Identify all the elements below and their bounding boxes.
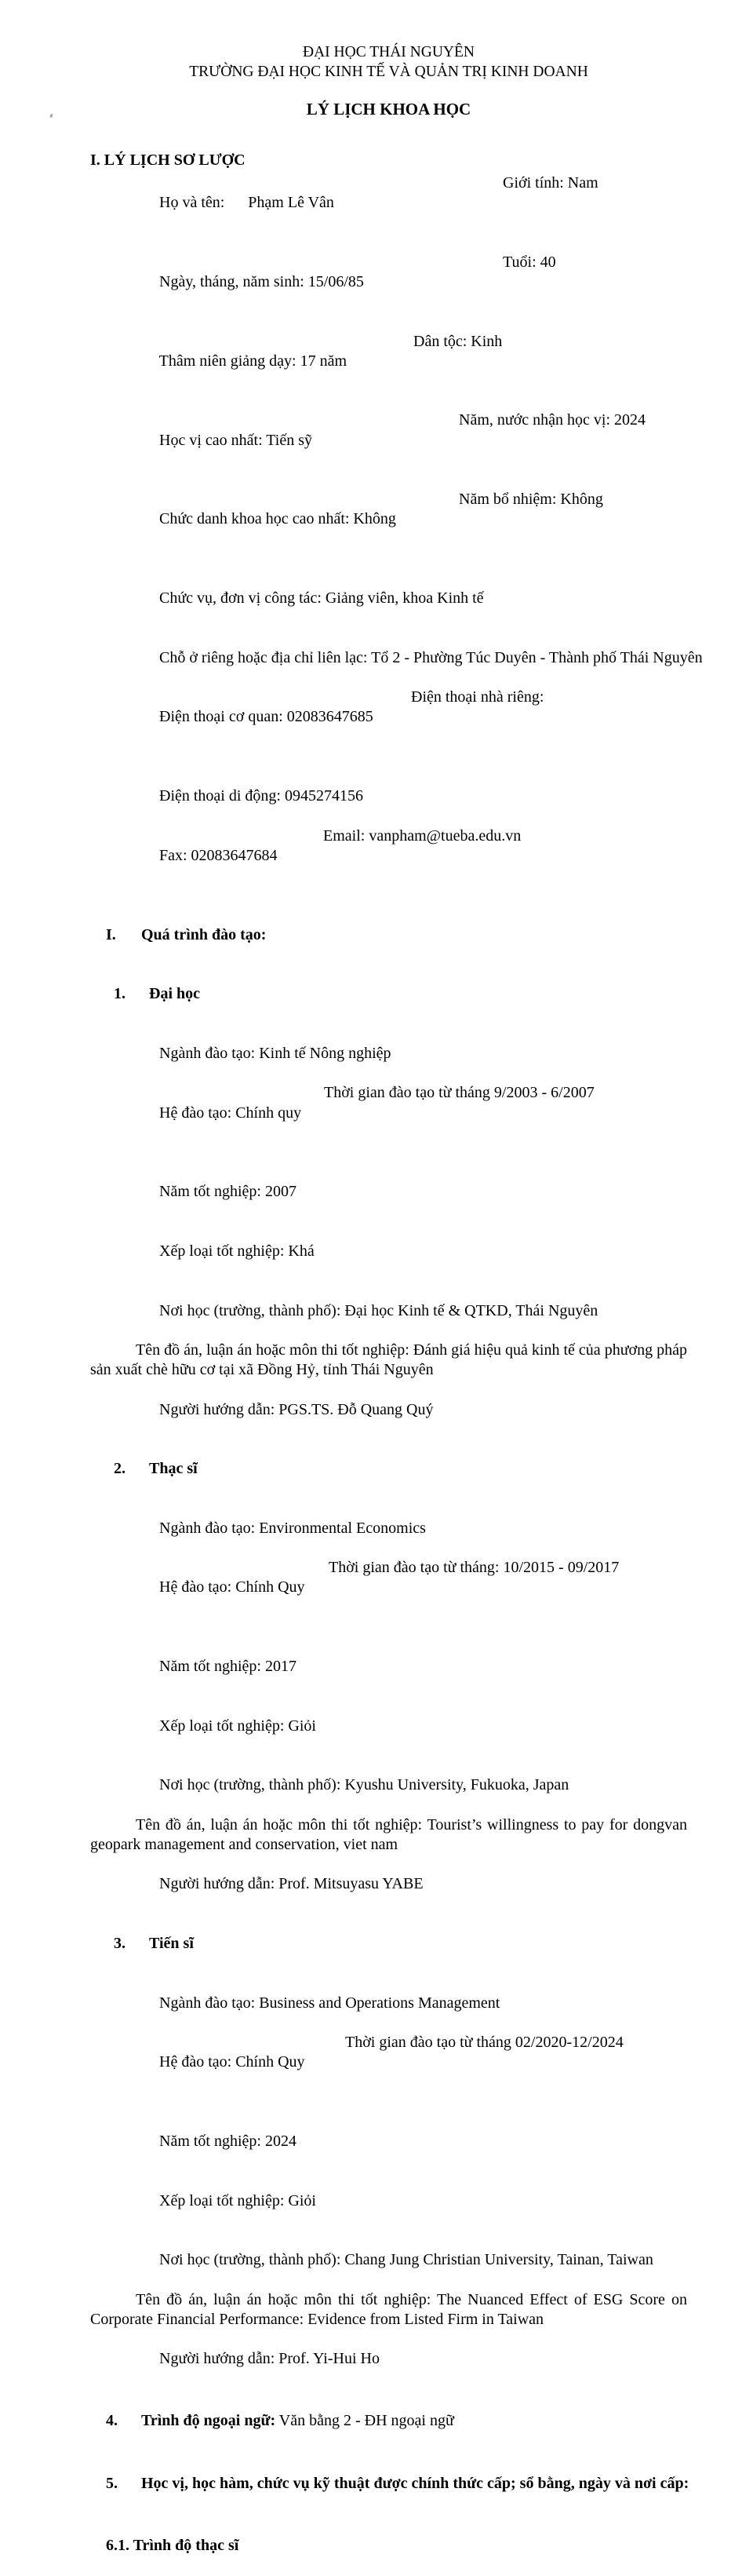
field-mode: Hệ đào tạo: Chính Quy xyxy=(159,1578,305,1596)
field-grad-year: Năm tốt nghiệp: 2024 xyxy=(159,2133,296,2151)
degree-1-number: 1. xyxy=(114,985,126,1003)
item-5-certificates-row xyxy=(90,2454,687,2513)
field-gender: Giới tính: Nam xyxy=(503,174,598,192)
field-name: Họ và tên: Phạm Lê Vân xyxy=(159,194,334,212)
field-duration: Thời gian đào tạo từ tháng 02/2020-12/2024 xyxy=(345,2034,624,2052)
field-office-phone: Điện thoại cơ quan: 02083647685 xyxy=(159,708,373,726)
field-supervisor: Người hướng dẫn: Prof. Yi-Hui Ho xyxy=(159,2350,380,2368)
degree-3-title: Tiến sĩ xyxy=(149,1935,194,1953)
field-home-phone: Điện thoại nhà riêng: xyxy=(411,688,544,706)
degree-3-supervisor-row xyxy=(90,2330,687,2389)
degree-1-mode-row xyxy=(90,1083,687,1162)
field-mode: Hệ đào tạo: Chính Quy xyxy=(159,2053,305,2071)
field-mobile-phone: Điện thoại di động: 0945274156 xyxy=(159,787,363,805)
field-school: Nơi học (trường, thành phố): Đại học Kinh tế & QTKD, Thái Nguyên xyxy=(159,1301,598,1319)
org-name-line2: TRƯỜNG ĐẠI HỌC KINH TẾ VÀ QUẢN TRỊ KINH DOANH xyxy=(189,64,588,80)
degree-2-thesis: Tên đồ án, luận án hoặc môn thi tốt nghiệp: Tourist’s willingness to pay for dongvan geopark management and conservation, viet nam xyxy=(90,1815,687,1854)
field-grad-rank: Xếp loại tốt nghiệp: Giỏi xyxy=(159,1717,316,1735)
degree-1-heading-row xyxy=(90,965,687,1024)
field-email: Email: vanpham@tueba.edu.vn xyxy=(323,826,522,845)
field-academic-title: Chức danh khoa học cao nhất: Không xyxy=(159,510,396,528)
field-school: Nơi học (trường, thành phố): Kyushu University, Fukuoka, Japan xyxy=(159,1776,569,1794)
degree-3-mode-row xyxy=(90,2033,687,2112)
degree-3-school-row xyxy=(90,2231,687,2290)
org-name-line1: ĐẠI HỌC THÁI NGUYÊN xyxy=(303,44,475,60)
field-major: Ngành đào tạo: Kinh tế Nông nghiệp xyxy=(159,1044,391,1062)
degree-3-major-row xyxy=(90,1973,687,2033)
education-heading-number: I. xyxy=(106,925,116,943)
field-dob: Ngày, tháng, năm sinh: 15/06/85 xyxy=(159,273,364,291)
degree-3-grad-rank-row xyxy=(90,2172,687,2231)
item-5-label: Học vị, học hàm, chức vụ kỹ thuật được chính thức cấp; sổ bằng, ngày và nơi cấp: xyxy=(141,2474,689,2492)
degree-3-number: 3. xyxy=(114,1935,126,1953)
profile-rows xyxy=(90,173,703,906)
field-fax-row xyxy=(90,826,687,906)
field-supervisor: Người hướng dẫn: Prof. Mitsuyasu YABE xyxy=(159,1875,424,1893)
field-major: Ngành đào tạo: Environmental Economics xyxy=(159,1519,426,1537)
item-5-number: 5. xyxy=(106,2474,118,2492)
degree-2-school-row xyxy=(90,1756,687,1815)
doc-title: LÝ LỊCH KHOA HỌC xyxy=(306,100,471,119)
field-academic-title-row xyxy=(90,490,687,569)
field-grad-rank: Xếp loại tốt nghiệp: Khá xyxy=(159,1242,315,1260)
item-6-1-masters-row xyxy=(90,2516,687,2576)
section-profile-heading: I. LÝ LỊCH SƠ LƯỢC xyxy=(90,151,246,169)
degree-1-grad-rank-row xyxy=(90,1222,687,1282)
field-address: Chỗ ở riêng hoặc địa chỉ liên lạc: Tổ 2 - Phường Túc Duyên - Thành phố Thái Nguyên xyxy=(159,648,703,666)
degree-3-heading-row xyxy=(90,1914,687,1974)
field-supervisor: Người hướng dẫn: PGS.TS. Đỗ Quang Quý xyxy=(159,1400,434,1418)
degree-1-title: Đại học xyxy=(149,985,200,1003)
degree-2-title: Thạc sĩ xyxy=(149,1460,198,1478)
education-heading: Quá trình đào tạo: xyxy=(141,925,267,943)
field-duration: Thời gian đào tạo từ tháng 9/2003 - 6/2007 xyxy=(324,1084,595,1102)
field-mobile-phone-row xyxy=(90,767,687,826)
field-ethnicity: Dân tộc: Kinh xyxy=(413,332,503,350)
field-dob-row xyxy=(90,253,687,332)
field-highest-degree: Học vị cao nhất: Tiến sỹ xyxy=(159,431,312,449)
item-4-label: Trình độ ngoại ngữ: xyxy=(141,2411,276,2429)
degree-1-grad-year-row xyxy=(90,1162,687,1222)
degree-1-thesis: Tên đồ án, luận án hoặc môn thi tốt nghiệp: Đánh giá hiệu quả kinh tế của phương pháp sản xuất chè hữu cơ tại xã Đồng Hỷ, tỉnh Thái Nguyên xyxy=(90,1341,687,1379)
degree-3-thesis: Tên đồ án, luận án hoặc môn thi tốt nghiệp: The Nuanced Effect of ESG Score on Corporate Financial Performance: Evidence from Listed Firm in Taiwan xyxy=(90,2290,687,2328)
field-position-row xyxy=(90,569,687,629)
field-position: Chức vụ, đơn vị công tác: Giảng viên, khoa Kinh tế xyxy=(159,589,484,608)
field-age: Tuổi: 40 xyxy=(503,253,556,271)
degree-2-supervisor-row xyxy=(90,1855,687,1914)
item-4-value: Văn bằng 2 - ĐH ngoại ngữ xyxy=(275,2411,454,2429)
field-school: Nơi học (trường, thành phố): Chang Jung Christian University, Tainan, Taiwan xyxy=(159,2251,653,2269)
field-grad-rank: Xếp loại tốt nghiệp: Giỏi xyxy=(159,2191,316,2209)
degree-doctor-block xyxy=(90,1914,687,2389)
degree-2-mode-row xyxy=(90,1558,687,1637)
item-4-number: 4. xyxy=(106,2411,118,2429)
item-4-language-row xyxy=(90,2392,687,2451)
degree-1-supervisor-row xyxy=(90,1380,687,1439)
field-fax: Fax: 02083647684 xyxy=(159,846,278,864)
field-mode: Hệ đào tạo: Chính quy xyxy=(159,1104,302,1122)
degree-3-grad-year-row xyxy=(90,2112,687,2172)
field-office-phone-row xyxy=(90,688,687,767)
field-degree-year: Năm, nước nhận học vị: 2024 xyxy=(459,411,646,429)
field-grad-year: Năm tốt nghiệp: 2007 xyxy=(159,1183,296,1201)
field-major: Ngành đào tạo: Business and Operations Management xyxy=(159,1994,500,2012)
degree-master-block xyxy=(90,1439,687,1914)
field-seniority-row xyxy=(90,332,687,411)
degree-1-major-row xyxy=(90,1024,687,1084)
field-name-row xyxy=(90,173,687,253)
field-degree-row xyxy=(90,410,687,490)
education-heading-row xyxy=(90,906,687,965)
degree-2-major-row xyxy=(90,1499,687,1559)
degree-2-heading-row xyxy=(90,1439,687,1499)
field-seniority: Thâm niên giảng dạy: 17 năm xyxy=(158,352,347,370)
degree-2-number: 2. xyxy=(114,1460,126,1478)
item-6-1-label: 6.1. Trình độ thạc sĩ xyxy=(106,2537,239,2555)
scan-artifact xyxy=(49,114,53,119)
degree-2-grad-rank-row xyxy=(90,1697,687,1757)
field-grad-year: Năm tốt nghiệp: 2017 xyxy=(159,1658,296,1676)
degree-1-school-row xyxy=(90,1281,687,1341)
field-appointment-year: Năm bổ nhiệm: Không xyxy=(459,491,603,509)
degree-2-grad-year-row xyxy=(90,1637,687,1697)
field-duration: Thời gian đào tạo từ tháng: 10/2015 - 09/2017 xyxy=(329,1559,620,1577)
degree-bachelor-block xyxy=(90,965,687,1439)
field-address-row xyxy=(90,629,703,688)
